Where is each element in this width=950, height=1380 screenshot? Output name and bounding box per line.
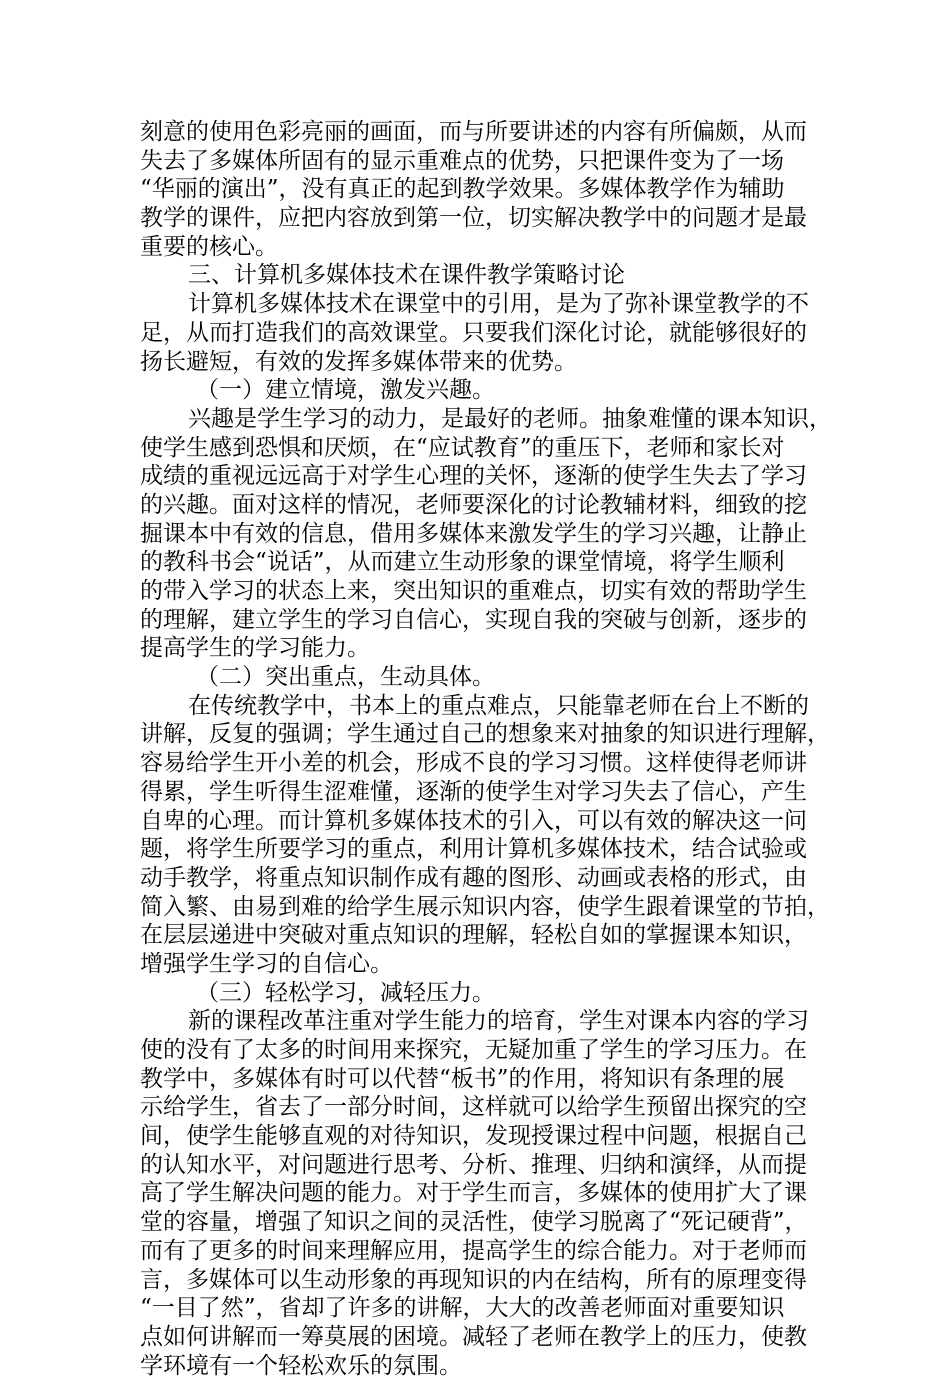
text-line: 点如何讲解而一筹莫展的困境。减轻了老师在教学上的压力，使教 bbox=[140, 1323, 807, 1350]
text-line: 的认知水平，对问题进行思考、分析、推理、归纳和演绎，从而提 bbox=[140, 1151, 807, 1178]
subsection-heading bbox=[140, 376, 810, 405]
text-line: 使学生感到恐惧和厌烦，在“应试教育”的重压下，老师和家长对 bbox=[140, 434, 785, 461]
subsection-heading bbox=[140, 663, 810, 692]
text-line: 的理解，建立学生的学习自信心，实现自我的突破与创新，逐步的 bbox=[140, 606, 807, 633]
body-paragraph bbox=[140, 290, 810, 376]
text-line: 容易给学生开小差的机会，形成不良的学习习惯。这样使得老师讲 bbox=[140, 750, 807, 777]
text-line: 的兴趣。面对这样的情况，老师要深化的讨论教辅材料，细致的挖 bbox=[140, 491, 807, 518]
heading-line: 三、计算机多媒体技术在课件教学策略讨论 bbox=[188, 262, 625, 289]
heading-line: （二）突出重点，生动具体。 bbox=[196, 664, 495, 691]
text-line: 间，使学生能够直观的对待知识，发现授课过程中问题，根据自己 bbox=[140, 1123, 807, 1150]
text-line: 增强学生学习的自信心。 bbox=[140, 950, 393, 977]
text-line: 教学的课件，应把内容放到第一位，切实解决教学中的问题才是最 bbox=[140, 205, 807, 232]
text-line: “华丽的演出”，没有真正的起到教学效果。多媒体教学作为辅助 bbox=[140, 176, 785, 203]
heading-line: （一）建立情境，激发兴趣。 bbox=[196, 377, 495, 404]
text-line: 题，将学生所要学习的重点，利用计算机多媒体技术，结合试验或 bbox=[140, 836, 807, 863]
heading-line: （三）轻松学习，减轻压力。 bbox=[196, 979, 495, 1006]
text-line: 在层层递进中突破对重点知识的理解，轻松自如的掌握课本知识， bbox=[140, 922, 807, 949]
body-paragraph bbox=[140, 405, 832, 663]
text-line: 得累，学生听得生涩难懂，逐渐的使学生对学习失去了信心，产生 bbox=[140, 778, 807, 805]
text-line: “一目了然”，省却了许多的讲解，大大的改善老师面对重要知识 bbox=[140, 1295, 785, 1322]
text-line: 堂的容量，增强了知识之间的灵活性，使学习脱离了“死记硬背”， bbox=[140, 1209, 808, 1236]
text-line: 足，从而打造我们的高效课堂。只要我们深化讨论，就能够很好的 bbox=[140, 319, 807, 346]
text-line: 提高学生的学习能力。 bbox=[140, 635, 370, 662]
text-line: 简入繁、由易到难的给学生展示知识内容，使学生跟着课堂的节拍， bbox=[140, 893, 830, 920]
text-line: 扬长避短，有效的发挥多媒体带来的优势。 bbox=[140, 348, 577, 375]
text-line: 言，多媒体可以生动形象的再现知识的内在结构，所有的原理变得 bbox=[140, 1266, 807, 1293]
text-line: 高了学生解决问题的能力。对于学生而言，多媒体的使用扩大了课 bbox=[140, 1180, 807, 1207]
body-paragraph bbox=[140, 1007, 810, 1380]
section-heading bbox=[140, 261, 810, 290]
text-line: 新的课程改革注重对学生能力的培育，学生对课本内容的学习 bbox=[188, 1008, 809, 1035]
text-line: 掘课本中有效的信息，借用多媒体来激发学生的学习兴趣，让静止 bbox=[140, 520, 807, 547]
text-line: 教学中，多媒体有时可以代替“板书”的作用，将知识有条理的展 bbox=[140, 1065, 785, 1092]
text-line: 自卑的心理。而计算机多媒体技术的引入，可以有效的解决这一问 bbox=[140, 807, 807, 834]
text-line: 计算机多媒体技术在课堂中的引用，是为了弥补课堂教学的不 bbox=[188, 291, 809, 318]
text-line: 示给学生，省去了一部分时间，这样就可以给学生预留出探究的空 bbox=[140, 1094, 807, 1121]
text-line: 动手教学，将重点知识制作成有趣的图形、动画或表格的形式，由 bbox=[140, 864, 807, 891]
text-line: 的带入学习的状态上来，突出知识的重难点，切实有效的帮助学生 bbox=[140, 578, 807, 604]
text-line: 刻意的使用色彩亮丽的画面，而与所要讲述的内容有所偏颇，从而 bbox=[140, 119, 807, 145]
text-line: 而有了更多的时间来理解应用，提高学生的综合能力。对于老师而 bbox=[140, 1237, 807, 1264]
text-line: 重要的核心。 bbox=[140, 233, 278, 260]
text-line: 讲解，反复的强调；学生通过自己的想象来对抽象的知识进行理解， bbox=[140, 721, 830, 748]
text-line: 的教科书会“说话”，从而建立生动形象的课堂情境，将学生顺利 bbox=[140, 549, 785, 576]
text-line: 在传统教学中，书本上的重点难点，只能靠老师在台上不断的 bbox=[188, 692, 809, 719]
body-paragraph bbox=[140, 692, 830, 979]
text-line: 成绩的重视远远高于对学生心理的关怀，逐渐的使学生失去了学习 bbox=[140, 463, 807, 490]
text-line: 兴趣是学生学习的动力，是最好的老师。抽象难懂的课本知识， bbox=[188, 405, 832, 432]
text-line: 使的没有了太多的时间用来探究，无疑加重了学生的学习压力。在 bbox=[140, 1037, 807, 1063]
text-line: 学环境有一个轻松欢乐的氛围。 bbox=[140, 1352, 462, 1379]
document-body bbox=[140, 118, 832, 1380]
body-paragraph bbox=[140, 118, 810, 261]
text-line: 失去了多媒体所固有的显示重难点的优势，只把课件变为了一场 bbox=[140, 147, 784, 174]
subsection-heading bbox=[140, 979, 810, 1008]
